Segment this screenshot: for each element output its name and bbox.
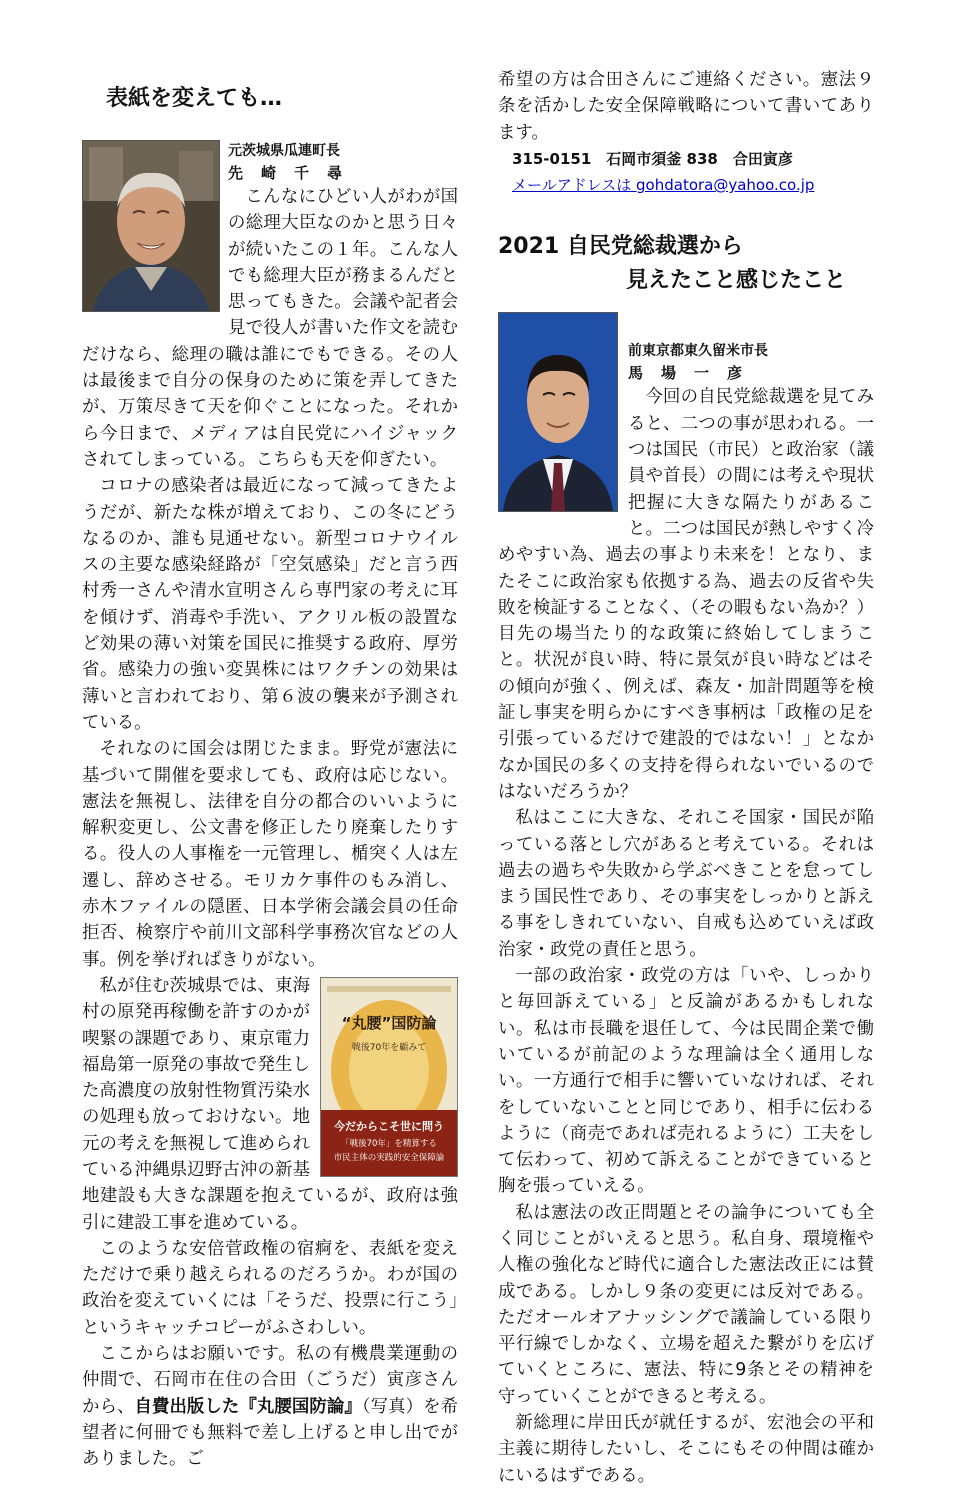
article1-paragraph: コロナの感染者は最近になって減ってきたようだが、新たな株が増えており、この冬にどうなるのか、誰も見通せない。新型コロナウイルスの主要な感染経路が「空気感染」だと言う西村秀一さんや清水宣明さんら専門家の考えに耳を傾けず、消毒や手洗い、アクリル板の設置など効果の薄い対策を国民に推奨する政府、厚労省。感染力の強い変異株にはワクチンの効果は薄いと言われており、第６波の襲来が予測されている。 <box>82 476 458 733</box>
article1-paragraph: このような安倍菅政権の宿痾を、表紙を変えただけで乗り越えられるのだろうか。わが国の政治を変えていくには「そうだ、投票に行こう」というキャッチコピーがふさわしい。 <box>82 1238 458 1338</box>
article1-paragraph: こんなにひどい人がわが国の総理大臣なのかと思う日々が続いたこの１年。こんな人でも総理大臣が務まるんだと思ってもきた。会議や記者会見で役人が書いた作文を読むだけなら、総理の職は誰にでもできる。その人は最後まで自分の保身のために策を弄してきたが、万策尽きて天を仰ぐことになった。それから今日まで、メディアは自民党にハイジャックされてしまっている。こちらも天を仰ぎたい。 <box>82 187 458 470</box>
book-subtitle: 戦後70年を顧みて <box>351 1042 427 1053</box>
request-text: ここからはお願いです。私の有機農業運動の仲間で、石岡市在住の合田（ごうだ）寅彦さんから、 <box>82 1344 458 1417</box>
article1-continuation: 希望の方は合田さんにご連絡ください。憲法９条を活かした安全保障戦略について書いてあります。 <box>498 70 874 143</box>
book-band-line3: 市民主体の実践的安全保障論 <box>333 1152 445 1163</box>
article1-request-paragraph <box>82 1341 458 1472</box>
article2-title-line1: 2021 自民党総裁選から <box>498 234 743 260</box>
left-column <box>82 70 458 1473</box>
contact-address: 315-0151 石岡市須釜 838 合田寅彦 <box>512 149 793 168</box>
author2-photo <box>498 312 618 512</box>
author1-affiliation: 元茨城県瓜連町長 <box>228 143 340 159</box>
article2-paragraph: 私は憲法の改正問題とその論争についても全く同じことがいえると思う。私自身、環境権や人権の強化など時代に適合した憲法改正には賛成である。しかし９条の変更には反対である。ただオールオアナッシングで議論している限り平行線でしかなく、立場を超えた繋がりを広げていくところに、憲法、特に9条とその精神を守っていくことができると考える。 <box>498 1202 874 1407</box>
author2-name: 馬場一彦 <box>628 364 761 383</box>
contact-email-link[interactable]: メールアドレスは gohdatora@yahoo.co.jp <box>512 176 815 195</box>
book-cover-photo <box>320 977 458 1177</box>
article1-title: 表紙を変えても… <box>106 86 283 111</box>
author1-photo <box>82 140 220 312</box>
book-mention: 自費出版した『丸腰国防論』 <box>134 1396 362 1417</box>
book-title: “丸腰”国防論 <box>341 1013 437 1032</box>
author1-name: 先崎千尋 <box>228 164 361 182</box>
article2-paragraph: 一部の政治家・政党の方は「いや、しっかりと毎回訴えている」と反論があるかもしれない。私は市長職を退任して、今は民間企業で働いているが前記のような理論は全く通用しない。一方通行で相手に響いていなければ、それをしていないことと同じであり、相手に伝わるように（商売であれば売れるように）工夫をして伝わって、初めて訴えることができていると胸を張っていえる。 <box>498 966 874 1197</box>
article1-paragraph: それなのに国会は閉じたまま。野党が憲法に基づいて開催を要求しても、政府は応じない。憲法を無視し、法律を自分の都合のいいように解釈変更し、公文書を修正したり廃棄したりする。役人の人事権を一元管理し、楯突く人は左遷し、辞めさせる。モリカケ事件のもみ消し、赤木ファイルの隠匿、日本学術会議会員の任命拒否、検察庁や前川文部科学事務次官などの人事。例を挙げればきりがない。 <box>82 739 458 970</box>
author2-affiliation: 前東京都東久留米市長 <box>628 343 768 360</box>
book-band-line2: 「戦後70年」を精算する <box>341 1138 437 1149</box>
article2-paragraph: 新総理に岸田氏が就任するが、宏池会の平和主義に期待したいし、そこにもその仲間は確かにいるはずである。 <box>498 1413 874 1486</box>
article2-paragraph: 私はここに大きな、それこそ国家・国民が陥っている落とし穴があると考えている。それは過去の過ちや失敗から学ぶべきことを怠ってしまう国民性であり、その事実をしっかりと訴える事をしきれていない、自戒も込めていえば政治家・政党の責任と思う。 <box>498 808 874 960</box>
article1-paragraph: 私が住む茨城県では、東海村の原発再稼働を許すのかが喫緊の課題であり、東京電力福島第一原発の事故で発生した高濃度の放射性物質汚染水の処理も放っておけない。地元の考えを無視して進められている沖縄県辺野古沖の新基地建設も大きな課題を抱えているが、政府は強引に建設工事を進めている。 <box>82 975 458 1233</box>
article2-paragraph: 今回の自民党総裁選を見てみると、二つの事が思われる。一つは国民（市民）と政治家（議員や首長）の間には考えや現状把握に大きな隔たりがあること。二つは国民が熱しやすく冷めやすい為、過去の事より未来を！となり、またそこに政治家も依拠する為、過去の反省や失敗を検証することなく、（その暇もない為か？）目先の場当たり的な政策に終始してしまうこと。状況が良い時、特に景気が良い時などはその傾向が強く、例えば、森友・加計問題等を検証し事実を明らかにすべき事柄は「政権の足を引張っているだけで建設的ではない！」となかなか国民の多くの支持を得られないでいるのではないだろうか？ <box>498 387 874 802</box>
right-column <box>498 67 874 1489</box>
book-band-line1: 今だからこそ世に問う <box>334 1119 444 1133</box>
article2-title-line2: 見えたこと感じたこと <box>626 268 847 294</box>
request-text-cont: （写真）を希望者に何冊でも無料で差し上げると申し出でがありました。ご <box>82 1396 458 1470</box>
